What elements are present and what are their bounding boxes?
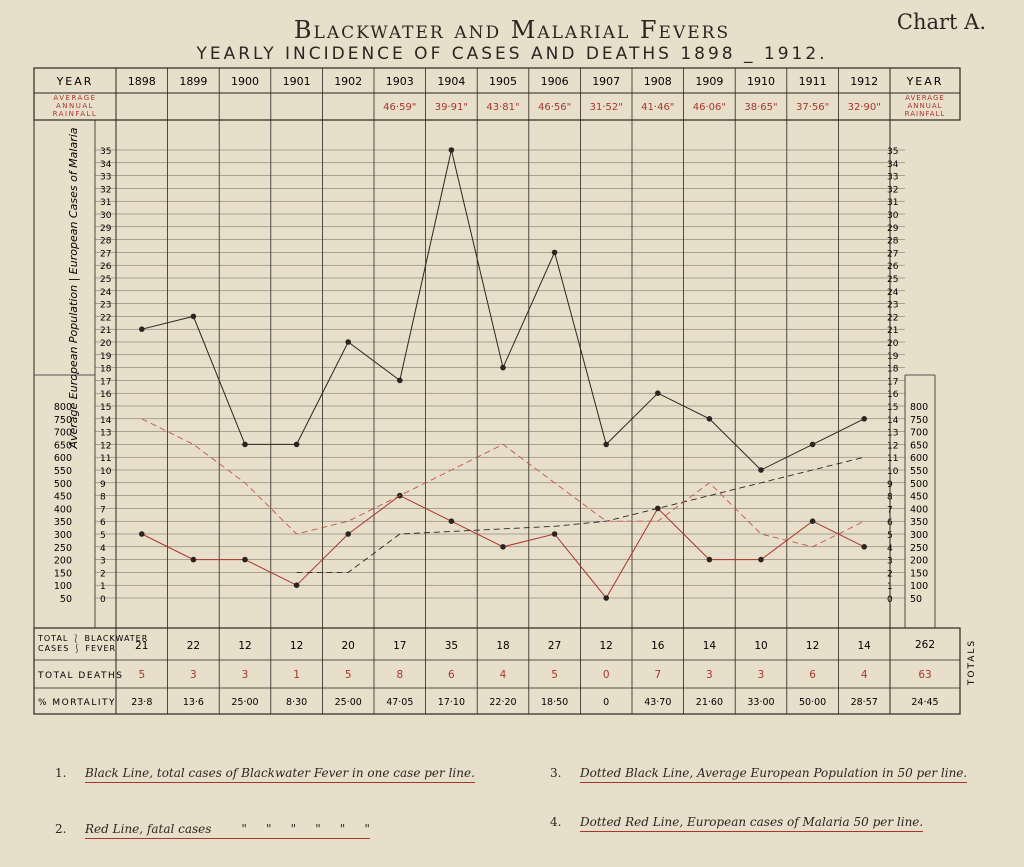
case-tick-label: 17 [100,377,112,388]
case-tick-label-right: 2 [887,569,893,580]
case-tick-label-right: 32 [887,185,899,196]
case-tick-label: 22 [100,313,112,324]
case-tick-label: 29 [100,223,112,234]
case-tick-label: 23 [100,300,112,311]
year-label: 1904 [437,75,466,88]
case-tick-label-right: 9 [887,479,893,490]
table-cell-deaths: 7 [654,669,662,681]
population-tick-label-right: 300 [910,530,929,541]
case-tick-label: 11 [100,454,112,465]
table-cell-mortality: 23·8 [131,697,153,708]
legend-item-2 [55,822,370,836]
rainfall-label-line-right: ANNUAL [907,102,943,110]
legend-item-3 [550,766,967,780]
table-cell-cases: 27 [547,640,562,652]
table-cell-cases: 12 [238,640,252,652]
case-tick-label-right: 25 [887,275,899,285]
table-cell-mortality: 33·00 [747,697,775,708]
case-tick-label-right: 19 [887,351,899,362]
rainfall-value: 41·46" [641,102,675,113]
case-tick-label-right: 11 [887,454,899,465]
case-tick-label: 30 [100,211,112,221]
table-cell-deaths: 5 [551,669,558,681]
table-cell-mortality: 0 [603,697,610,708]
case-tick-label-right: 35 [887,147,899,157]
case-tick-label-right: 20 [887,339,899,349]
population-tick-label-right: 600 [910,453,929,465]
data-point-blackwater-cases [707,416,713,422]
table-cell-cases: 35 [444,640,459,652]
total-deaths: 63 [918,669,932,681]
row-label-blackwater-line1: TOTAL ⎱ BLACKWATER [38,634,149,643]
population-tick-label: 550 [53,466,72,477]
legend-num-1: 1. [55,766,67,780]
table-cell-deaths: 0 [602,669,610,681]
case-tick-label: 16 [100,390,112,401]
case-tick-label: 7 [100,505,106,516]
table-cell-deaths: 3 [190,669,197,681]
case-tick-label: 27 [100,249,112,260]
table-cell-cases: 14 [857,640,871,652]
table-cell-deaths: 1 [293,669,300,681]
case-tick-label-right: 26 [887,262,899,273]
data-point-fatal-cases [139,531,145,537]
case-tick-label: 5 [100,531,106,541]
legend-text-3: Dotted Black Line, Average European Population in 50 per line. [580,766,967,783]
case-tick-label-right: 34 [887,159,899,170]
case-tick-label: 8 [100,492,106,503]
year-label: 1900 [231,75,259,88]
data-point-fatal-cases [191,557,197,563]
chart-subtitle: YEARLY INCIDENCE OF CASES AND DEATHS 1898 _ 1912. [196,44,828,64]
case-tick-label-right: 17 [887,377,899,388]
table-cell-deaths: 5 [344,669,352,681]
population-tick-label: 500 [53,478,72,490]
table-cell-mortality: 25·00 [334,697,362,708]
data-point-blackwater-cases [294,442,300,448]
population-tick-label: 700 [53,427,72,439]
case-tick-label: 14 [100,415,112,426]
case-tick-label-right: 15 [887,403,899,413]
case-tick-label-right: 16 [887,390,899,401]
population-tick-label: 400 [53,504,72,516]
case-tick-label: 20 [100,339,112,349]
row-label-blackwater-line2: CASES ⎰ FEVER [38,644,117,653]
case-tick-label: 21 [100,326,112,337]
case-tick-label-right: 33 [887,172,899,183]
year-label: 1905 [489,75,517,88]
year-label: 1902 [334,75,363,88]
population-tick-label-right: 550 [910,466,929,477]
case-tick-label: 15 [100,403,112,413]
table-cell-mortality: 17·10 [437,697,466,708]
population-tick-label-right: 500 [910,478,929,490]
population-tick-label-right: 700 [910,427,929,439]
population-tick-label: 300 [53,530,72,541]
population-tick-label: 50 [59,594,72,605]
rainfall-label-line-right: AVERAGE [905,94,945,102]
rainfall-value: 32·90" [847,102,881,113]
case-tick-label: 10 [100,467,112,477]
case-tick-label: 24 [100,287,112,298]
case-tick-label: 34 [100,159,112,170]
case-tick-label-right: 28 [887,236,899,247]
population-tick-label: 200 [53,555,72,567]
case-tick-label-right: 5 [887,531,893,541]
case-tick-label-right: 12 [887,441,899,452]
total-cases: 262 [914,639,936,651]
rainfall-value: 43·81" [486,102,520,113]
year-label: 1903 [385,75,414,88]
rainfall-value: 38·65" [744,102,778,113]
legend-num-3: 3. [550,766,562,780]
totals-label: TOTALS [967,638,977,686]
case-tick-label: 0 [100,595,106,605]
data-point-fatal-cases [552,531,558,537]
population-tick-label-right: 650 [910,440,929,452]
legend-num-4: 4. [550,815,562,829]
legend-text-1: Black Line, total cases of Blackwater Fever in one case per line. [85,766,475,783]
table-cell-deaths: 6 [809,669,816,681]
table-cell-deaths: 4 [860,669,868,681]
legend-text-4: Dotted Red Line, European cases of Malaria 50 per line. [580,815,923,832]
case-tick-label-right: 27 [887,249,899,260]
population-tick-label: 150 [53,568,72,580]
population-tick-label: 250 [53,542,72,554]
series-line-blackwater-cases [142,150,864,470]
year-header-label-right: YEAR [906,75,944,88]
year-label: 1909 [695,75,724,88]
table-cell-deaths: 4 [499,669,507,681]
data-point-fatal-cases [242,557,248,563]
population-tick-label: 750 [53,414,72,426]
case-tick-label: 4 [100,543,106,554]
population-tick-label: 350 [53,517,72,529]
table-cell-mortality: 22·20 [489,697,517,708]
table-cell-deaths: 6 [448,669,455,681]
table-cell-mortality: 43·70 [644,697,672,708]
case-tick-label: 1 [100,582,106,593]
population-tick-label-right: 400 [910,504,929,516]
y-axis-label: Average European Population | European Cases of Malaria [67,127,80,449]
table-cell-mortality: 21·60 [695,697,724,708]
legend-item-1 [55,766,475,780]
row-label-mortality: % MORTALITY [38,698,116,708]
data-point-blackwater-cases [655,390,661,396]
case-tick-label-right: 30 [887,211,899,221]
case-tick-label-right: 21 [887,326,899,337]
case-tick-label: 2 [100,569,106,580]
data-point-blackwater-cases [191,314,197,320]
rainfall-value: 31·52" [589,102,623,113]
chart-title: Blackwater and Malarial Fevers [293,16,731,44]
table-cell-mortality: 47·05 [386,697,414,708]
data-point-fatal-cases [810,518,816,524]
case-tick-label-right: 7 [887,505,893,516]
data-point-fatal-cases [861,544,867,550]
case-tick-label-right: 14 [887,415,899,426]
year-label: 1901 [282,75,311,88]
table-cell-mortality: 25·00 [231,697,259,708]
table-cell-deaths: 8 [396,669,404,681]
data-point-fatal-cases [500,544,506,550]
rainfall-value: 46·59" [383,102,417,113]
case-tick-label-right: 0 [887,595,893,605]
case-tick-label: 9 [100,479,106,490]
legend-item-4 [550,815,923,829]
chart-label: Chart A. [896,10,986,34]
population-tick-label-right: 250 [910,542,929,554]
data-point-blackwater-cases [345,339,351,345]
data-point-blackwater-cases [810,442,816,448]
population-tick-label-right: 150 [910,568,929,580]
case-tick-label-right: 24 [887,287,899,298]
table-cell-cases: 10 [754,640,768,652]
year-header-label: YEAR [56,75,94,88]
case-tick-label: 3 [100,556,106,567]
population-tick-label-right: 50 [910,594,923,605]
table-cell-deaths: 3 [241,669,249,681]
population-tick-label: 800 [53,402,72,413]
table-cell-cases: 21 [135,640,149,652]
case-tick-label-right: 22 [887,313,899,324]
population-tick-label: 650 [53,440,72,452]
case-tick-label: 13 [100,428,112,439]
year-label: 1899 [179,75,208,88]
data-point-fatal-cases [758,557,764,563]
table-cell-mortality: 8·30 [286,697,308,708]
data-point-blackwater-cases [552,250,558,256]
table-cell-mortality: 50·00 [798,697,827,708]
table-cell-cases: 12 [289,640,304,652]
population-tick-label: 600 [53,453,72,465]
table-cell-deaths: 3 [757,669,765,681]
population-tick-label-right: 200 [910,555,929,567]
table-cell-cases: 22 [186,640,201,652]
population-tick-label-right: 450 [910,491,929,503]
data-point-fatal-cases [707,557,713,563]
table-cell-cases: 17 [393,640,407,652]
case-tick-label: 35 [100,147,112,157]
table-cell-mortality: 28·57 [850,697,878,708]
case-tick-label-right: 31 [887,198,899,209]
case-tick-label: 26 [100,262,112,273]
data-point-fatal-cases [294,582,300,588]
data-point-blackwater-cases [242,442,248,448]
rainfall-value: 46·56" [537,102,572,113]
data-point-fatal-cases [345,531,351,537]
data-point-blackwater-cases [449,147,455,153]
total-mortality: 24·45 [911,697,939,708]
rainfall-value: 39·91" [434,102,469,113]
case-tick-label: 31 [100,198,112,209]
year-label: 1898 [127,75,156,88]
table-cell-cases: 12 [599,640,613,652]
population-tick-label: 450 [53,491,72,503]
case-tick-label: 25 [100,275,112,285]
case-tick-label-right: 10 [887,467,899,477]
case-tick-label-right: 8 [887,492,893,503]
case-tick-label: 12 [100,441,112,452]
population-tick-label-right: 750 [910,414,929,426]
data-point-blackwater-cases [397,378,403,384]
table-cell-cases: 12 [805,640,820,652]
case-tick-label-right: 4 [887,543,893,554]
year-label: 1911 [798,75,827,88]
year-label: 1910 [747,75,775,88]
data-point-blackwater-cases [861,416,867,422]
legend-ditto-2: " " " " " " [241,822,369,839]
case-tick-label-right: 23 [887,300,899,311]
population-tick-label-right: 800 [910,402,929,413]
case-tick-label: 33 [100,172,112,183]
row-label-deaths: TOTAL DEATHS [38,671,124,681]
case-tick-label: 18 [100,364,112,375]
case-tick-label-right: 29 [887,223,899,234]
table-cell-deaths: 3 [706,669,713,681]
case-tick-label-right: 1 [887,582,893,593]
data-point-blackwater-cases [139,326,145,332]
legend-text-2: Red Line, fatal cases [85,822,241,839]
case-tick-label: 32 [100,185,112,196]
rainfall-label-line-right: RAINFALL [904,110,946,118]
case-tick-label: 28 [100,236,112,247]
table-cell-cases: 18 [496,640,510,652]
population-tick-label-right: 100 [910,581,929,593]
data-point-fatal-cases [449,518,455,524]
case-tick-label: 6 [100,518,106,529]
table-cell-cases: 14 [702,640,717,652]
year-label: 1907 [592,75,621,88]
case-tick-label-right: 6 [887,518,893,529]
data-point-blackwater-cases [500,365,506,371]
rainfall-value: 37·56" [795,102,830,113]
table-cell-cases: 20 [341,640,355,652]
case-tick-label-right: 13 [887,428,899,439]
year-label: 1906 [540,75,569,88]
table-cell-deaths: 5 [138,669,146,681]
rainfall-label-line: AVERAGE [53,94,97,102]
population-tick-label: 100 [53,581,72,593]
table-cell-mortality: 18·50 [540,697,569,708]
table-cell-cases: 16 [651,640,665,652]
data-point-blackwater-cases [758,467,764,473]
table-cell-mortality: 13·6 [182,697,204,708]
case-tick-label-right: 3 [887,556,893,567]
rainfall-label-line: ANNUAL [55,102,95,110]
data-point-blackwater-cases [603,442,609,448]
case-tick-label-right: 18 [887,364,899,375]
year-label: 1908 [643,75,672,88]
year-label: 1912 [850,75,879,88]
data-point-fatal-cases [603,595,609,601]
population-tick-label-right: 350 [910,517,929,529]
case-tick-label: 19 [100,351,112,362]
legend-num-2: 2. [55,822,67,836]
rainfall-label-line: RAINFALL [52,110,98,118]
rainfall-value: 46·06" [692,102,727,113]
